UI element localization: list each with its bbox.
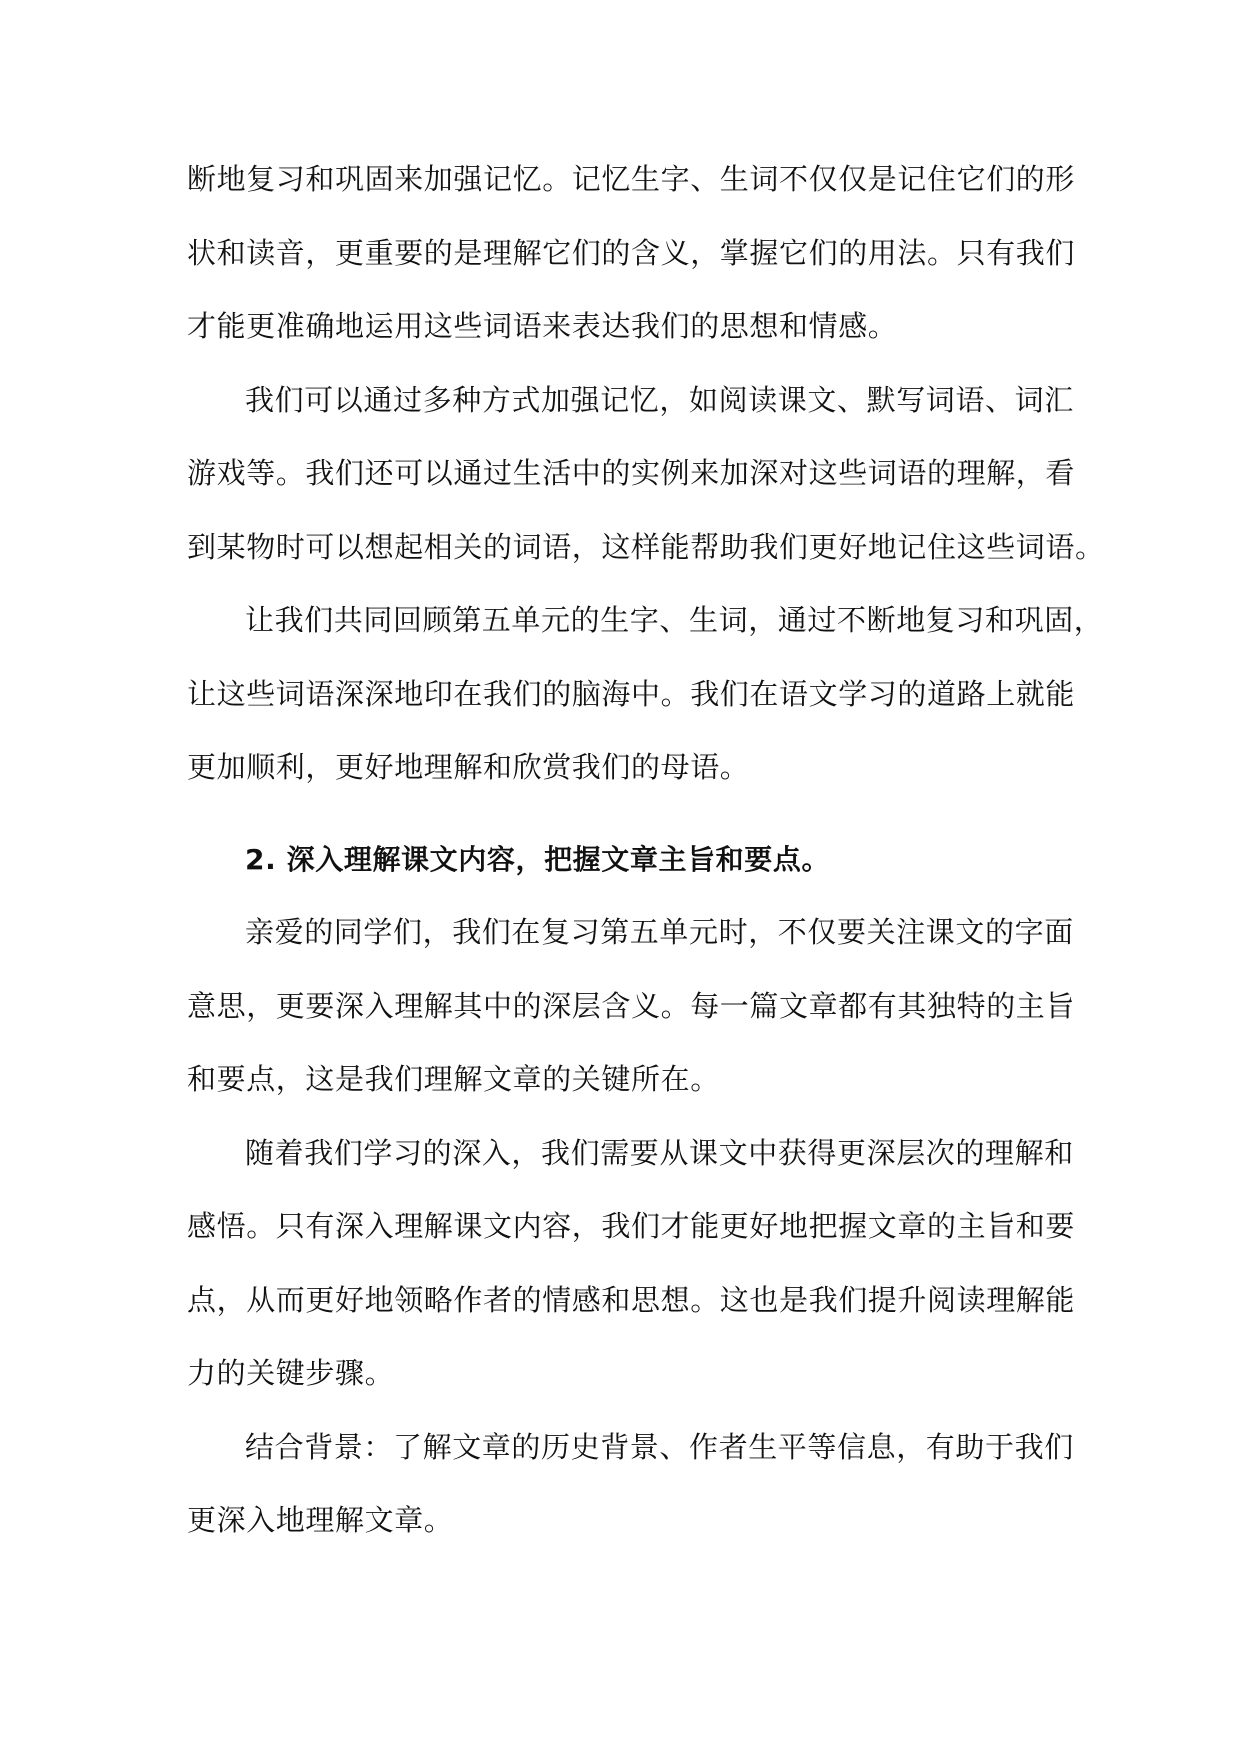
section-heading: 2. 深入理解课文内容，把握文章主旨和要点。 <box>245 842 831 876</box>
text-line: 意思，更要深入理解其中的深层含义。每一篇文章都有其独特的主旨 <box>187 988 1076 1023</box>
text-line: 感悟。只有深入理解课文内容，我们才能更好地把握文章的主旨和要 <box>187 1209 1076 1243</box>
text-line-indented <box>187 584 1104 658</box>
text-line: 状和读音，更重要的是理解它们的含义，掌握它们的用法。只有我们 <box>187 235 1076 270</box>
text-line: 让我们共同回顾第五单元的生字、生词，通过不断地复习和巩固， <box>245 603 1104 637</box>
text-line: 断地复习和巩固来加强记忆。记忆生字、生词不仅仅是记住它们的形 <box>187 162 1076 196</box>
text-line: 更深入地理解文章。 <box>187 1503 454 1537</box>
text-line: 随着我们学习的深入，我们需要从课文中获得更深层次的理解和 <box>245 1135 1074 1170</box>
text-line: 我们可以通过多种方式加强记忆，如阅读课文、默写词语、词汇 <box>245 382 1074 417</box>
paragraph-reading-comprehension <box>187 1117 1076 1411</box>
text-line-indented <box>187 1411 1074 1485</box>
text-line: 让这些词语深深地印在我们的脑海中。我们在语文学习的道路上就能 <box>187 676 1076 711</box>
paragraph-background <box>187 1411 1074 1558</box>
text-line: 和要点，这是我们理解文章的关键所在。 <box>187 1062 720 1096</box>
text-line: 力的关键步骤。 <box>187 1356 395 1390</box>
paragraph-deep-meaning <box>187 896 1076 1117</box>
text-line-indented <box>187 896 1074 970</box>
text-line: 才能更准确地运用这些词语来表达我们的思想和情感。 <box>187 309 898 343</box>
paragraph-unit-five-review <box>187 584 1104 805</box>
document-body <box>187 143 1105 1558</box>
paragraph-memory-methods <box>187 364 1105 585</box>
text-line: 亲爱的同学们，我们在复习第五单元时，不仅要关注课文的字面 <box>245 915 1074 949</box>
text-line: 游戏等。我们还可以通过生活中的实例来加深对这些词语的理解，看 <box>187 456 1076 490</box>
text-line-indented <box>187 364 1074 438</box>
text-line: 更加顺利，更好地理解和欣赏我们的母语。 <box>187 750 750 784</box>
text-line: 结合背景：了解文章的历史背景、作者生平等信息，有助于我们 <box>245 1429 1074 1464</box>
text-line-indented <box>187 1117 1074 1191</box>
text-line: 到某物时可以想起相关的词语，这样能帮助我们更好地记住这些词语。 <box>187 529 1105 564</box>
paragraph-memory-review <box>187 143 1076 364</box>
text-line: 点，从而更好地领略作者的情感和思想。这也是我们提升阅读理解能 <box>187 1282 1076 1317</box>
